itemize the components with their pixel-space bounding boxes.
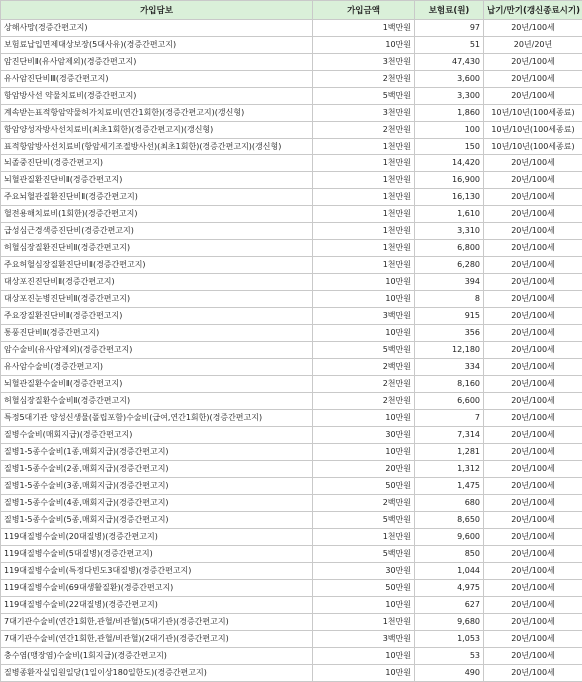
coverage-name-cell: 암진단비Ⅱ(유사암제외)(경증간편고지)	[1, 54, 313, 71]
coverage-name-cell: 특정5대기관 양성신생물(폴립포함)수술비(급여,연간1회한)(경증간편고지)	[1, 410, 313, 427]
table-row	[1, 189, 582, 206]
premium-cell: 97	[415, 20, 484, 37]
table-row	[1, 444, 582, 461]
col-header-amount: 가입금액	[313, 1, 415, 20]
table-row	[1, 614, 582, 631]
term-cell: 20년/100세	[484, 512, 582, 529]
table-row	[1, 274, 582, 291]
coverage-name-cell: 질병1-5종수술비(4종,매회지급)(경증간편고지)	[1, 495, 313, 512]
premium-cell: 9,680	[415, 614, 484, 631]
table-row	[1, 648, 582, 665]
table-row	[1, 342, 582, 359]
coverage-name-cell: 119대질병수술비(22대질병)(경증간편고지)	[1, 597, 313, 614]
table-row	[1, 529, 582, 546]
table-row	[1, 223, 582, 240]
amount-cell: 3천만원	[313, 105, 415, 122]
term-cell: 20년/100세	[484, 71, 582, 88]
amount-cell: 5백만원	[313, 342, 415, 359]
amount-cell: 1천만원	[313, 172, 415, 189]
term-cell: 20년/100세	[484, 597, 582, 614]
col-header-coverage: 가입담보	[1, 1, 313, 20]
table-row	[1, 665, 582, 682]
term-cell: 20년/100세	[484, 325, 582, 342]
table-row	[1, 393, 582, 410]
premium-cell: 8	[415, 291, 484, 308]
coverage-name-cell: 119대질병수술비(5대질병)(경증간편고지)	[1, 546, 313, 563]
premium-cell: 9,600	[415, 529, 484, 546]
premium-cell: 1,312	[415, 461, 484, 478]
term-cell: 20년/100세	[484, 54, 582, 71]
table-row	[1, 71, 582, 88]
premium-cell: 51	[415, 37, 484, 54]
table-row	[1, 240, 582, 257]
coverage-name-cell: 항암방사선 약물치료비(경증간편고지)	[1, 88, 313, 105]
premium-cell: 150	[415, 139, 484, 155]
coverage-name-cell: 질병1-5종수술비(3종,매회지급)(경증간편고지)	[1, 478, 313, 495]
term-cell: 20년/100세	[484, 461, 582, 478]
amount-cell: 30만원	[313, 563, 415, 580]
table-row	[1, 308, 582, 325]
table-row	[1, 54, 582, 71]
amount-cell: 3백만원	[313, 308, 415, 325]
amount-cell: 10만원	[313, 274, 415, 291]
table-row	[1, 359, 582, 376]
table-row	[1, 410, 582, 427]
table-row	[1, 427, 582, 444]
premium-cell: 1,610	[415, 206, 484, 223]
amount-cell: 5백만원	[313, 546, 415, 563]
premium-cell: 53	[415, 648, 484, 665]
coverage-name-cell: 뇌졸중진단비(경증간편고지)	[1, 155, 313, 172]
term-cell: 20년/100세	[484, 546, 582, 563]
table-row	[1, 88, 582, 105]
header-row	[1, 1, 582, 20]
table-row	[1, 461, 582, 478]
amount-cell: 10만원	[313, 444, 415, 461]
amount-cell: 10만원	[313, 291, 415, 308]
term-cell: 20년/100세	[484, 580, 582, 597]
term-cell: 20년/20년	[484, 37, 582, 54]
coverage-name-cell: 통풍진단비Ⅱ(경증간편고지)	[1, 325, 313, 342]
table-row	[1, 512, 582, 529]
table-row	[1, 631, 582, 648]
term-cell: 20년/100세	[484, 665, 582, 682]
table-row	[1, 139, 582, 155]
premium-cell: 1,053	[415, 631, 484, 648]
term-cell: 20년/100세	[484, 88, 582, 105]
table-row	[1, 580, 582, 597]
coverage-name-cell: 119대질병수술비(69대생활질환)(경증간편고지)	[1, 580, 313, 597]
term-cell: 20년/100세	[484, 20, 582, 37]
term-cell: 20년/100세	[484, 410, 582, 427]
coverage-name-cell: 뇌혈관질환수술비Ⅱ(경증간편고지)	[1, 376, 313, 393]
term-cell: 20년/100세	[484, 223, 582, 240]
term-cell: 20년/100세	[484, 631, 582, 648]
amount-cell: 10만원	[313, 597, 415, 614]
table-row	[1, 155, 582, 172]
premium-cell: 3,310	[415, 223, 484, 240]
coverage-name-cell: 보험료납입면제대상보장(5대사유)(경증간편고지)	[1, 37, 313, 54]
term-cell: 10년/10년(100세종료)	[484, 122, 582, 139]
amount-cell: 2천만원	[313, 71, 415, 88]
term-cell: 20년/100세	[484, 444, 582, 461]
coverage-name-cell: 119대질병수술비(20대질병)(경증간편고지)	[1, 529, 313, 546]
coverage-name-cell: 질병1-5종수술비(5종,매회지급)(경증간편고지)	[1, 512, 313, 529]
table-row	[1, 257, 582, 274]
amount-cell: 2천만원	[313, 122, 415, 139]
premium-cell: 1,281	[415, 444, 484, 461]
term-cell: 20년/100세	[484, 308, 582, 325]
coverage-name-cell: 7대기관수술비(연간1회한,관혈/비관혈)(2대기관)(경증간편고지)	[1, 631, 313, 648]
term-cell: 20년/100세	[484, 359, 582, 376]
premium-cell: 1,475	[415, 478, 484, 495]
amount-cell: 10만원	[313, 648, 415, 665]
term-cell: 20년/100세	[484, 189, 582, 206]
amount-cell: 10만원	[313, 410, 415, 427]
amount-cell: 1천만원	[313, 614, 415, 631]
premium-cell: 14,420	[415, 155, 484, 172]
premium-cell: 3,300	[415, 88, 484, 105]
amount-cell: 3천만원	[313, 54, 415, 71]
amount-cell: 2천만원	[313, 376, 415, 393]
coverage-name-cell: 질병종환자실입원일당(1일이상180일한도)(경증간편고지)	[1, 665, 313, 682]
term-cell: 20년/100세	[484, 342, 582, 359]
coverage-name-cell: 119대질병수술비(특정다빈도3대질병)(경증간편고지)	[1, 563, 313, 580]
amount-cell: 10만원	[313, 665, 415, 682]
premium-cell: 100	[415, 122, 484, 139]
amount-cell: 1천만원	[313, 206, 415, 223]
table-row	[1, 20, 582, 37]
amount-cell: 5백만원	[313, 88, 415, 105]
amount-cell: 1천만원	[313, 223, 415, 240]
term-cell: 20년/100세	[484, 648, 582, 665]
premium-cell: 16,130	[415, 189, 484, 206]
amount-cell: 2백만원	[313, 495, 415, 512]
coverage-name-cell: 급성심근경색증진단비(경증간편고지)	[1, 223, 313, 240]
premium-cell: 8,160	[415, 376, 484, 393]
amount-cell: 30만원	[313, 427, 415, 444]
amount-cell: 5백만원	[313, 512, 415, 529]
amount-cell: 2천만원	[313, 393, 415, 410]
table-row	[1, 291, 582, 308]
premium-cell: 1,044	[415, 563, 484, 580]
term-cell: 20년/100세	[484, 495, 582, 512]
term-cell: 10년/10년(100세종료)	[484, 105, 582, 122]
premium-cell: 334	[415, 359, 484, 376]
term-cell: 20년/100세	[484, 155, 582, 172]
col-header-premium: 보험료(원)	[415, 1, 484, 20]
table-row	[1, 105, 582, 122]
term-cell: 20년/100세	[484, 240, 582, 257]
coverage-name-cell: 표적항암방사선치료비(항암세기조절방사선)(최초1회한)(경증간편고지)(갱신형)	[1, 139, 313, 155]
term-cell: 20년/100세	[484, 563, 582, 580]
table-row	[1, 478, 582, 495]
table-row	[1, 206, 582, 223]
term-cell: 20년/100세	[484, 274, 582, 291]
premium-cell: 12,180	[415, 342, 484, 359]
table-row	[1, 563, 582, 580]
amount-cell: 1천만원	[313, 189, 415, 206]
premium-cell: 16,900	[415, 172, 484, 189]
term-cell: 20년/100세	[484, 393, 582, 410]
coverage-name-cell: 대상포진눈병진단비Ⅱ(경증간편고지)	[1, 291, 313, 308]
coverage-name-cell: 유사암진단비Ⅲ(경증간편고지)	[1, 71, 313, 88]
term-cell: 20년/100세	[484, 376, 582, 393]
premium-cell: 680	[415, 495, 484, 512]
term-cell: 20년/100세	[484, 172, 582, 189]
amount-cell: 3백만원	[313, 631, 415, 648]
coverage-name-cell: 질병수술비(매회지급)(경증간편고지)	[1, 427, 313, 444]
coverage-name-cell: 주요뇌혈관질환진단비Ⅱ(경증간편고지)	[1, 189, 313, 206]
premium-cell: 7,314	[415, 427, 484, 444]
coverage-name-cell: 계속받는표적항암약물허가치료비(연간1회한)(경증간편고지)(갱신형)	[1, 105, 313, 122]
term-cell: 10년/10년(100세종료)	[484, 139, 582, 155]
premium-cell: 4,975	[415, 580, 484, 597]
amount-cell: 50만원	[313, 478, 415, 495]
amount-cell: 10만원	[313, 37, 415, 54]
coverage-name-cell: 유사암수술비(경증간편고지)	[1, 359, 313, 376]
coverage-name-cell: 주요장질환진단비Ⅱ(경증간편고지)	[1, 308, 313, 325]
coverage-name-cell: 7대기관수술비(연간1회한,관혈/비관혈)(5대기관)(경증간편고지)	[1, 614, 313, 631]
table-row	[1, 37, 582, 54]
coverage-name-cell: 질병1-5종수술비(1종,매회지급)(경증간편고지)	[1, 444, 313, 461]
amount-cell: 1천만원	[313, 139, 415, 155]
amount-cell: 20만원	[313, 461, 415, 478]
term-cell: 20년/100세	[484, 206, 582, 223]
amount-cell: 1백만원	[313, 20, 415, 37]
amount-cell: 1천만원	[313, 155, 415, 172]
table-row	[1, 597, 582, 614]
premium-cell: 850	[415, 546, 484, 563]
coverage-name-cell: 주요허혈심장질환진단비Ⅱ(경증간편고지)	[1, 257, 313, 274]
table-row	[1, 172, 582, 189]
amount-cell: 1천만원	[313, 257, 415, 274]
premium-cell: 7	[415, 410, 484, 427]
coverage-name-cell: 암수술비(유사암제외)(경증간편고지)	[1, 342, 313, 359]
coverage-name-cell: 충수염(맹장염)수술비(1회지급)(경증간편고지)	[1, 648, 313, 665]
term-cell: 20년/100세	[484, 427, 582, 444]
table-row	[1, 495, 582, 512]
premium-cell: 915	[415, 308, 484, 325]
coverage-name-cell: 항암양성자방사선치료비(최초1회한)(경증간편고지)(갱신형)	[1, 122, 313, 139]
premium-cell: 6,800	[415, 240, 484, 257]
premium-cell: 47,430	[415, 54, 484, 71]
premium-cell: 1,860	[415, 105, 484, 122]
amount-cell: 10만원	[313, 325, 415, 342]
term-cell: 20년/100세	[484, 291, 582, 308]
term-cell: 20년/100세	[484, 529, 582, 546]
premium-cell: 3,600	[415, 71, 484, 88]
premium-cell: 6,280	[415, 257, 484, 274]
table-row	[1, 546, 582, 563]
coverage-name-cell: 허혈심장질환수술비Ⅱ(경증간편고지)	[1, 393, 313, 410]
term-cell: 20년/100세	[484, 257, 582, 274]
premium-cell: 490	[415, 665, 484, 682]
coverage-name-cell: 뇌혈관질환진단비Ⅱ(경증간편고지)	[1, 172, 313, 189]
amount-cell: 2백만원	[313, 359, 415, 376]
premium-cell: 627	[415, 597, 484, 614]
coverage-name-cell: 상해사망(경증간편고지)	[1, 20, 313, 37]
amount-cell: 50만원	[313, 580, 415, 597]
premium-cell: 394	[415, 274, 484, 291]
col-header-term: 납기/만기(갱신종료시기)	[484, 1, 582, 20]
table-row	[1, 376, 582, 393]
table-row	[1, 325, 582, 342]
amount-cell: 1천만원	[313, 240, 415, 257]
term-cell: 20년/100세	[484, 614, 582, 631]
table-row	[1, 122, 582, 139]
premium-cell: 8,650	[415, 512, 484, 529]
coverage-name-cell: 질병1-5종수술비(2종,매회지급)(경증간편고지)	[1, 461, 313, 478]
coverage-name-cell: 허혈심장질환진단비Ⅱ(경증간편고지)	[1, 240, 313, 257]
amount-cell: 1천만원	[313, 529, 415, 546]
coverage-name-cell: 대상포진진단비Ⅱ(경증간편고지)	[1, 274, 313, 291]
premium-cell: 6,600	[415, 393, 484, 410]
term-cell: 20년/100세	[484, 478, 582, 495]
coverage-name-cell: 혈전용해치료비(1회한)(경증간편고지)	[1, 206, 313, 223]
premium-cell: 356	[415, 325, 484, 342]
